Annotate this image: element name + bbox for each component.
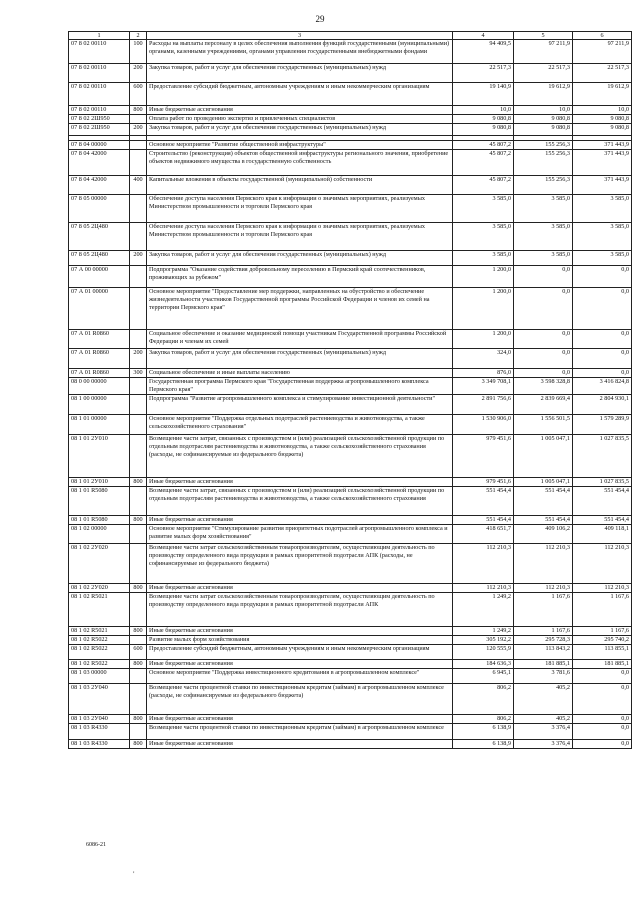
table-row — [69, 288, 632, 330]
amount-year2-cell: 409 106,2 — [514, 525, 573, 544]
table-row — [69, 636, 632, 645]
table-row — [69, 266, 632, 288]
amount-year2-cell: 1 005 047,1 — [514, 435, 573, 478]
expense-type-cell — [130, 223, 147, 251]
amount-year3-cell: 181 885,1 — [573, 660, 632, 669]
table-row — [69, 415, 632, 435]
expense-type-cell — [130, 669, 147, 684]
amount-year2-cell: 155 256,3 — [514, 176, 573, 195]
table-row — [69, 516, 632, 525]
budget-code-cell: 08 1 02 R5022 — [69, 636, 130, 645]
expense-type-cell — [130, 593, 147, 627]
budget-code-cell: 08 1 02 00000 — [69, 525, 130, 544]
amount-year3-cell: 0,0 — [573, 266, 632, 288]
amount-year1-cell: 3 585,0 — [453, 251, 514, 266]
amount-year2-cell: 1 167,6 — [514, 627, 573, 636]
column-header: 6 — [573, 32, 632, 40]
budget-code-cell: 07 8 02 2Ш950 — [69, 124, 130, 136]
amount-year1-cell: 6 138,9 — [453, 740, 514, 749]
expense-type-cell — [130, 330, 147, 349]
table-row — [69, 684, 632, 715]
amount-year3-cell: 0,0 — [573, 740, 632, 749]
expense-type-cell: 400 — [130, 176, 147, 195]
budget-code-cell: 07 8 05 2Ц480 — [69, 251, 130, 266]
amount-year3-cell: 551 454,4 — [573, 487, 632, 516]
amount-year2-cell: 10,0 — [514, 106, 573, 115]
amount-year3-cell: 22 517,3 — [573, 64, 632, 83]
table-row — [69, 83, 632, 106]
budget-code-cell: 07 8 05 00000 — [69, 195, 130, 223]
expense-type-cell — [130, 195, 147, 223]
budget-code-cell: 07 А 01 R0860 — [69, 330, 130, 349]
expense-type-cell: 600 — [130, 645, 147, 660]
amount-year1-cell: 22 517,3 — [453, 64, 514, 83]
amount-year1-cell: 184 636,3 — [453, 660, 514, 669]
amount-year2-cell: 0,0 — [514, 330, 573, 349]
budget-code-cell: 08 1 01 2У010 — [69, 478, 130, 487]
amount-year3-cell: 9 080,8 — [573, 124, 632, 136]
column-header: 1 — [69, 32, 130, 40]
amount-year2-cell: 3 376,4 — [514, 724, 573, 740]
expense-type-cell: 800 — [130, 584, 147, 593]
item-name-cell: Социальное обеспечение и оказание медицинской помощи участникам Государственной программы Российской Федерации и членам их семей — [147, 330, 453, 349]
item-name-cell: Закупка товаров, работ и услуг для обеспечения государственных (муниципальных) нужд — [147, 251, 453, 266]
amount-year2-cell: 1 167,6 — [514, 593, 573, 627]
item-name-cell: Иные бюджетные ассигнования — [147, 740, 453, 749]
item-name-cell: Иные бюджетные ассигнования — [147, 516, 453, 525]
item-name-cell: Возмещение части затрат, связанных с производством и (или) реализацией сельскохозяйственной продукции по отдельным подотраслям растениеводства и животноводства, а также сельскохозяйственного страхования — [147, 487, 453, 516]
budget-code-cell: 08 1 01 R5080 — [69, 516, 130, 525]
budget-code-cell: 07 8 02 00110 — [69, 106, 130, 115]
amount-year1-cell: 979 451,6 — [453, 478, 514, 487]
budget-code-cell: 07 8 04 42000 — [69, 150, 130, 176]
item-name-cell: Капитальные вложения в объекты государственной (муниципальной) собственности — [147, 176, 453, 195]
amount-year1-cell: 1 200,0 — [453, 266, 514, 288]
item-name-cell: Основное мероприятие "Стимулирование развития приоритетных подотраслей агропромышленного комплекса и развитие малых форм хозяйствования" — [147, 525, 453, 544]
amount-year3-cell: 0,0 — [573, 724, 632, 740]
item-name-cell: Иные бюджетные ассигнования — [147, 715, 453, 724]
item-name-cell: Закупка товаров, работ и услуг для обеспечения государственных (муниципальных) нужд — [147, 64, 453, 83]
expense-type-cell: 300 — [130, 369, 147, 378]
column-header: 4 — [453, 32, 514, 40]
budget-code-cell: 08 0 00 00000 — [69, 378, 130, 395]
table-row — [69, 660, 632, 669]
item-name-cell: Государственная программа Пермского края "Государственная поддержка агропромышленного комплекса Пермского края" — [147, 378, 453, 395]
table-row — [69, 478, 632, 487]
budget-code-cell: 08 1 02 R5022 — [69, 660, 130, 669]
table-row — [69, 223, 632, 251]
expense-type-cell: 200 — [130, 251, 147, 266]
budget-code-cell: 07 8 04 00000 — [69, 141, 130, 150]
table-row — [69, 150, 632, 176]
table-row — [69, 645, 632, 660]
amount-year3-cell: 2 804 930,1 — [573, 395, 632, 415]
amount-year1-cell: 1 530 906,0 — [453, 415, 514, 435]
expense-type-cell: 800 — [130, 660, 147, 669]
column-header: 3 — [147, 32, 453, 40]
expense-type-cell — [130, 150, 147, 176]
amount-year3-cell: 112 210,3 — [573, 584, 632, 593]
item-name-cell: Иные бюджетные ассигнования — [147, 584, 453, 593]
column-header: 5 — [514, 32, 573, 40]
expense-type-cell: 800 — [130, 478, 147, 487]
budget-code-cell: 08 1 01 R5080 — [69, 487, 130, 516]
budget-table — [68, 31, 632, 749]
amount-year3-cell: 9 080,8 — [573, 115, 632, 124]
document-code: 6086-21 — [86, 842, 106, 848]
amount-year3-cell: 0,0 — [573, 330, 632, 349]
amount-year1-cell: 1 200,0 — [453, 288, 514, 330]
budget-code-cell: 07 8 05 2Ц480 — [69, 223, 130, 251]
expense-type-cell — [130, 525, 147, 544]
budget-code-cell: 08 1 02 2У020 — [69, 584, 130, 593]
amount-year1-cell: 112 210,3 — [453, 584, 514, 593]
table-row — [69, 251, 632, 266]
expense-type-cell — [130, 415, 147, 435]
table-row — [69, 64, 632, 83]
item-name-cell: Развитие малых форм хозяйствования — [147, 636, 453, 645]
table-row — [69, 724, 632, 740]
table-row — [69, 176, 632, 195]
item-name-cell: Предоставление субсидий бюджетным, автономным учреждениям и иным некоммерческим организациям — [147, 83, 453, 106]
expense-type-cell: 800 — [130, 715, 147, 724]
amount-year1-cell: 45 807,2 — [453, 141, 514, 150]
amount-year3-cell: 19 612,9 — [573, 83, 632, 106]
item-name-cell: Основное мероприятие "Предоставление мер поддержки, направленных на обустройство и обеспечение жизнедеятельности участников Государственной программы Российской Федерации и членов их семей на территории Пермского края" — [147, 288, 453, 330]
amount-year1-cell: 9 080,8 — [453, 115, 514, 124]
amount-year1-cell: 10,0 — [453, 106, 514, 115]
budget-code-cell: 08 1 03 2У040 — [69, 715, 130, 724]
item-name-cell: Основное мероприятие "Развитие общественной инфраструктуры" — [147, 141, 453, 150]
table-row — [69, 669, 632, 684]
expense-type-cell: 200 — [130, 64, 147, 83]
amount-year2-cell: 181 885,1 — [514, 660, 573, 669]
budget-code-cell: 08 1 03 2У040 — [69, 684, 130, 715]
amount-year1-cell: 19 140,9 — [453, 83, 514, 106]
expense-type-cell — [130, 288, 147, 330]
amount-year1-cell: 2 891 756,6 — [453, 395, 514, 415]
table-row — [69, 593, 632, 627]
budget-code-cell: 08 1 01 00000 — [69, 415, 130, 435]
amount-year3-cell: 295 740,2 — [573, 636, 632, 645]
amount-year3-cell: 0,0 — [573, 715, 632, 724]
amount-year1-cell: 6 945,1 — [453, 669, 514, 684]
amount-year2-cell: 3 781,6 — [514, 669, 573, 684]
amount-year3-cell: 0,0 — [573, 349, 632, 369]
item-name-cell: Обеспечение доступа населения Пермского края к информации о значимых мероприятиях, реализуемых Министерством промышленности и торговли Пермского края — [147, 223, 453, 251]
table-row — [69, 378, 632, 395]
amount-year3-cell: 409 118,1 — [573, 525, 632, 544]
amount-year1-cell: 551 454,4 — [453, 487, 514, 516]
amount-year2-cell: 97 211,9 — [514, 40, 573, 64]
amount-year3-cell: 3 585,0 — [573, 223, 632, 251]
amount-year3-cell: 1 027 835,5 — [573, 435, 632, 478]
item-name-cell: Закупка товаров, работ и услуг для обеспечения государственных (муниципальных) нужд — [147, 124, 453, 136]
expense-type-cell — [130, 724, 147, 740]
amount-year2-cell: 3 585,0 — [514, 251, 573, 266]
item-name-cell: Основное мероприятие "Поддержка инвестиционного кредитования в агропромышленном комплексе" — [147, 669, 453, 684]
amount-year1-cell: 94 409,5 — [453, 40, 514, 64]
amount-year2-cell: 0,0 — [514, 369, 573, 378]
amount-year3-cell: 0,0 — [573, 669, 632, 684]
table-row — [69, 544, 632, 584]
budget-code-cell: 07 8 02 00110 — [69, 64, 130, 83]
amount-year1-cell: 6 138,9 — [453, 724, 514, 740]
amount-year3-cell: 3 585,0 — [573, 251, 632, 266]
amount-year1-cell: 1 249,2 — [453, 593, 514, 627]
expense-type-cell: 800 — [130, 740, 147, 749]
amount-year2-cell: 551 454,4 — [514, 487, 573, 516]
expense-type-cell: 100 — [130, 40, 147, 64]
amount-year2-cell: 112 210,3 — [514, 544, 573, 584]
item-name-cell: Оплата работ по проведению экспертиз и привлеченных специалистов — [147, 115, 453, 124]
amount-year2-cell: 1 005 047,1 — [514, 478, 573, 487]
amount-year3-cell: 1 167,6 — [573, 627, 632, 636]
expense-type-cell: 600 — [130, 83, 147, 106]
amount-year3-cell: 1 027 835,5 — [573, 478, 632, 487]
expense-type-cell: 800 — [130, 106, 147, 115]
amount-year2-cell: 155 256,3 — [514, 141, 573, 150]
expense-type-cell — [130, 684, 147, 715]
budget-code-cell: 07 8 02 2Ш950 — [69, 115, 130, 124]
amount-year3-cell: 112 210,3 — [573, 544, 632, 584]
amount-year1-cell: 45 807,2 — [453, 176, 514, 195]
table-row — [69, 330, 632, 349]
item-name-cell: Расходы на выплаты персоналу в целях обеспечения выполнения функций государственными (муниципальными) органами, казенными учреждениями, органами управления государственными внебюджетными фондами — [147, 40, 453, 64]
amount-year3-cell: 551 454,4 — [573, 516, 632, 525]
column-header: 2 — [130, 32, 147, 40]
table-row — [69, 106, 632, 115]
budget-code-cell: 07 8 04 42000 — [69, 176, 130, 195]
table-body — [69, 40, 632, 749]
item-name-cell: Иные бюджетные ассигнования — [147, 660, 453, 669]
amount-year2-cell: 155 256,3 — [514, 150, 573, 176]
expense-type-cell — [130, 395, 147, 415]
amount-year1-cell: 112 210,3 — [453, 544, 514, 584]
item-name-cell: Предоставление субсидий бюджетным, автономным учреждениям и иным некоммерческим организациям — [147, 645, 453, 660]
budget-code-cell: 07 А 00 00000 — [69, 266, 130, 288]
table-row — [69, 349, 632, 369]
item-name-cell: Социальное обеспечение и иные выплаты населению — [147, 369, 453, 378]
amount-year1-cell: 3 585,0 — [453, 223, 514, 251]
expense-type-cell: 200 — [130, 124, 147, 136]
table-row — [69, 715, 632, 724]
amount-year2-cell: 22 517,3 — [514, 64, 573, 83]
amount-year2-cell: 9 080,8 — [514, 124, 573, 136]
amount-year2-cell: 9 080,8 — [514, 115, 573, 124]
expense-type-cell — [130, 266, 147, 288]
table-row — [69, 487, 632, 516]
budget-code-cell: 08 1 01 2У010 — [69, 435, 130, 478]
budget-code-cell: 08 1 00 00000 — [69, 395, 130, 415]
amount-year2-cell: 551 454,4 — [514, 516, 573, 525]
expense-type-cell — [130, 378, 147, 395]
table-row — [69, 369, 632, 378]
amount-year2-cell: 405,2 — [514, 684, 573, 715]
amount-year2-cell: 112 210,3 — [514, 584, 573, 593]
item-name-cell: Подпрограмма "Оказание содействия добровольному переселению в Пермский край соотечественников, проживающих за рубежом" — [147, 266, 453, 288]
item-name-cell: Возмещение части процентной ставки по инвестиционным кредитам (займам) в агропромышленном комплексе — [147, 724, 453, 740]
expense-type-cell: 800 — [130, 516, 147, 525]
budget-code-cell: 08 1 03 R4330 — [69, 740, 130, 749]
expense-type-cell — [130, 636, 147, 645]
amount-year2-cell: 3 598 328,8 — [514, 378, 573, 395]
expense-type-cell: 200 — [130, 349, 147, 369]
table-row — [69, 435, 632, 478]
amount-year1-cell: 3 349 708,1 — [453, 378, 514, 395]
amount-year3-cell: 3 585,0 — [573, 195, 632, 223]
amount-year2-cell: 0,0 — [514, 349, 573, 369]
amount-year1-cell: 305 192,2 — [453, 636, 514, 645]
amount-year1-cell: 120 555,9 — [453, 645, 514, 660]
amount-year1-cell: 45 807,2 — [453, 150, 514, 176]
amount-year1-cell: 551 454,4 — [453, 516, 514, 525]
expense-type-cell — [130, 141, 147, 150]
amount-year2-cell: 295 728,3 — [514, 636, 573, 645]
item-name-cell: Возмещение части затрат, связанных с производством и (или) реализацией сельскохозяйственной продукции по отдельным подотраслям растениеводства и животноводства, а также сельскохозяйственного страхования (расходы, не софинансируемые из федерального бюджета) — [147, 435, 453, 478]
amount-year1-cell: 9 080,8 — [453, 124, 514, 136]
budget-code-cell: 07 А 01 00000 — [69, 288, 130, 330]
item-name-cell: Обеспечение доступа населения Пермского края к информации о значимых мероприятиях, реализуемых Министерством промышленности и торговли Пермского края — [147, 195, 453, 223]
expense-type-cell — [130, 487, 147, 516]
amount-year1-cell: 324,0 — [453, 349, 514, 369]
table-row — [69, 395, 632, 415]
amount-year2-cell: 3 376,4 — [514, 740, 573, 749]
table-header-row — [69, 32, 632, 40]
budget-code-cell: 08 1 03 R4330 — [69, 724, 130, 740]
item-name-cell: Основное мероприятие "Поддержка отдельных подотраслей растениеводства и животноводства, а также сельскохозяйственного страхования" — [147, 415, 453, 435]
amount-year3-cell: 0,0 — [573, 288, 632, 330]
amount-year2-cell: 0,0 — [514, 288, 573, 330]
amount-year3-cell: 0,0 — [573, 684, 632, 715]
table-row — [69, 740, 632, 749]
budget-code-cell: 07 А 01 R0860 — [69, 369, 130, 378]
amount-year3-cell: 0,0 — [573, 369, 632, 378]
amount-year1-cell: 876,0 — [453, 369, 514, 378]
expense-type-cell: 800 — [130, 627, 147, 636]
amount-year1-cell: 1 200,0 — [453, 330, 514, 349]
expense-type-cell — [130, 115, 147, 124]
item-name-cell: Закупка товаров, работ и услуг для обеспечения государственных (муниципальных) нужд — [147, 349, 453, 369]
item-name-cell: Возмещение части затрат сельскохозяйственным товаропроизводителям, осуществляющим деятельность по производству определенного вида продукции в рамках приоритетной подотрасли АПК (расходы, не софинансируемые из федерального бюджета) — [147, 544, 453, 584]
budget-code-cell: 08 1 02 R5022 — [69, 645, 130, 660]
page-number: 29 — [315, 14, 325, 24]
amount-year2-cell: 19 612,9 — [514, 83, 573, 106]
amount-year2-cell: 3 585,0 — [514, 223, 573, 251]
amount-year1-cell: 979 451,6 — [453, 435, 514, 478]
amount-year3-cell: 371 443,9 — [573, 141, 632, 150]
item-name-cell: Подпрограмма "Развитие агропромышленного комплекса и стимулирование инвестиционной деятельности" — [147, 395, 453, 415]
table-row — [69, 195, 632, 223]
budget-code-cell: 07 8 02 00110 — [69, 40, 130, 64]
amount-year2-cell: 3 585,0 — [514, 195, 573, 223]
table-row — [69, 115, 632, 124]
item-name-cell: Возмещение части затрат сельскохозяйственным товаропроизводителям, осуществляющим деятельность по производству определенного вида продукции в рамках приоритетной подотрасли АПК — [147, 593, 453, 627]
budget-code-cell: 07 А 01 R0860 — [69, 349, 130, 369]
budget-code-cell: 08 1 02 R5021 — [69, 627, 130, 636]
amount-year3-cell: 97 211,9 — [573, 40, 632, 64]
amount-year1-cell: 806,2 — [453, 684, 514, 715]
amount-year2-cell: 113 843,2 — [514, 645, 573, 660]
budget-code-cell: 08 1 02 2У020 — [69, 544, 130, 584]
table-row — [69, 584, 632, 593]
item-name-cell: Иные бюджетные ассигнования — [147, 106, 453, 115]
stray-mark: , — [133, 868, 135, 874]
amount-year1-cell: 418 651,7 — [453, 525, 514, 544]
budget-code-cell: 08 1 03 00000 — [69, 669, 130, 684]
amount-year1-cell: 3 585,0 — [453, 195, 514, 223]
item-name-cell: Иные бюджетные ассигнования — [147, 478, 453, 487]
amount-year3-cell: 1 579 289,9 — [573, 415, 632, 435]
amount-year1-cell: 1 249,2 — [453, 627, 514, 636]
amount-year2-cell: 0,0 — [514, 266, 573, 288]
amount-year3-cell: 1 167,6 — [573, 593, 632, 627]
budget-code-cell: 08 1 02 R5021 — [69, 593, 130, 627]
item-name-cell: Возмещение части процентной ставки по инвестиционным кредитам (займам) в агропромышленном комплексе (расходы, не софинансируемые из федерального бюджета) — [147, 684, 453, 715]
amount-year1-cell: 806,2 — [453, 715, 514, 724]
amount-year3-cell: 3 416 824,8 — [573, 378, 632, 395]
amount-year3-cell: 371 443,9 — [573, 176, 632, 195]
amount-year3-cell: 10,0 — [573, 106, 632, 115]
budget-code-cell: 07 8 02 00110 — [69, 83, 130, 106]
amount-year3-cell: 113 855,1 — [573, 645, 632, 660]
table-row — [69, 124, 632, 136]
amount-year2-cell: 2 839 669,4 — [514, 395, 573, 415]
table-row — [69, 525, 632, 544]
item-name-cell: Иные бюджетные ассигнования — [147, 627, 453, 636]
table-row — [69, 40, 632, 64]
amount-year3-cell: 371 443,9 — [573, 150, 632, 176]
budget-table-container — [68, 31, 631, 749]
table-row — [69, 141, 632, 150]
item-name-cell: Строительство (реконструкция) объектов общественной инфраструктуры регионального значения, приобретение объектов недвижимого имущества в государственную собственность — [147, 150, 453, 176]
expense-type-cell — [130, 435, 147, 478]
amount-year2-cell: 405,2 — [514, 715, 573, 724]
expense-type-cell — [130, 544, 147, 584]
amount-year2-cell: 1 556 501,5 — [514, 415, 573, 435]
table-row — [69, 627, 632, 636]
